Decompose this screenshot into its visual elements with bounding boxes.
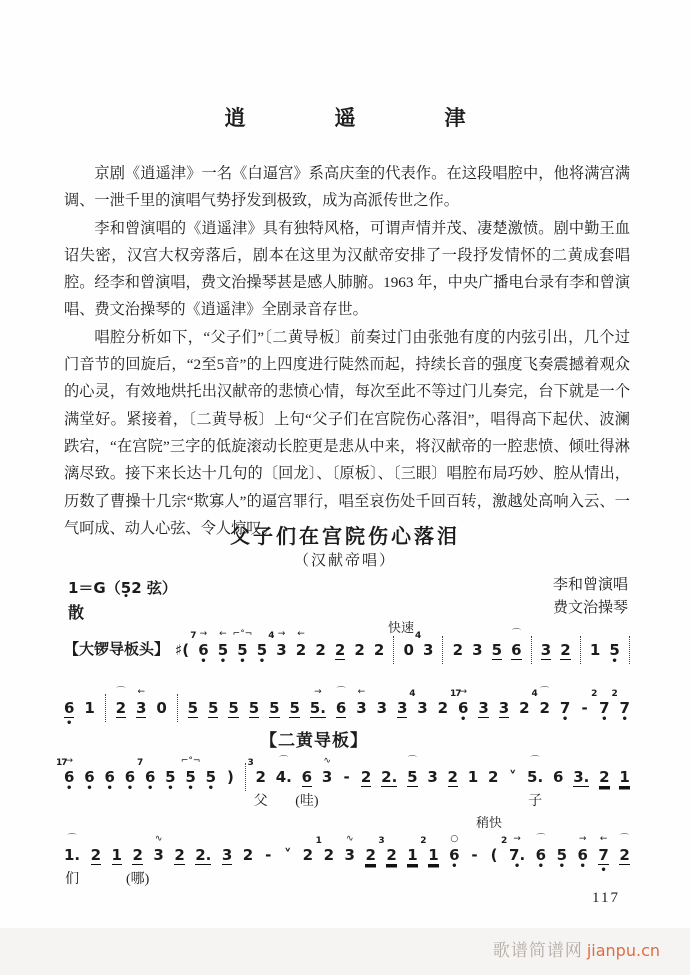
low-octave-dot: • (126, 783, 134, 794)
music-note: 1 (407, 846, 418, 864)
ornament-mark: ○ (450, 834, 459, 844)
music-note: 2 (437, 699, 449, 717)
key-suffix: 2 弦） (131, 579, 177, 597)
music-note: 6 • (64, 699, 75, 729)
music-note: 3. (573, 768, 590, 786)
music-note: 2 (447, 768, 458, 786)
music-note: 5 (228, 699, 239, 717)
low-octave-dot: • (239, 656, 246, 667)
grace-note: 4 (414, 631, 421, 641)
ornament-mark: → (314, 687, 322, 697)
music-note: 2 1 (315, 836, 335, 864)
grace-note: 7 (136, 758, 143, 768)
music-note: 3 (221, 846, 233, 864)
ornament-mark: ∿ (345, 834, 354, 844)
dotted-barline (245, 763, 246, 791)
song-title: 父子们在宫院伤心落泪 (230, 526, 460, 548)
music-note: 2 (365, 846, 376, 864)
music-note: 5 • (609, 641, 620, 667)
notation-row (56, 756, 630, 809)
music-line-4 (64, 834, 630, 887)
ornament-mark: ⌒ (536, 834, 546, 844)
ornament-mark: ⌒ (530, 756, 540, 766)
paragraph: 李和曾演唱的《逍遥津》具有独特风格，可谓声情并茂、凄楚激愤。剧中勤王血诏失密，汉宫大权旁落后，剧本在这里为汉献帝安排了一段抒发情怀的二黄成套唱腔。经李和曾演唱，费文治操琴甚是感人肺腑。1963 年，中央广播电台录有李和曾演唱、费文治操琴的《逍遥津》全剧录音存世。 (64, 219, 630, 319)
paragraph: 京剧《逍遥津》一名《白逼宫》系高庆奎的代表作。在这段唱腔中，他将满宫满调、一泄千里的演唱气势抒发到极致，成为高派传世之作。 (64, 165, 630, 210)
music-note: 6 7 • (136, 758, 156, 794)
notation-row (64, 834, 630, 887)
music-note: 2 (174, 846, 185, 864)
dotted-barline (177, 694, 178, 722)
music-note: 5 (491, 641, 503, 659)
song-subtitle: （汉献帝唱） (293, 553, 396, 569)
music-note: 3 ← (136, 687, 147, 717)
dotted-barline (629, 636, 630, 664)
music-note: 2 (452, 641, 463, 659)
low-octave-dot: • (537, 861, 545, 872)
dotted-barline (580, 636, 581, 664)
music-note: 5 ← • (217, 629, 229, 667)
music-note: 1 (467, 768, 479, 786)
music-symbol: ) (226, 768, 234, 786)
low-octave-dot: • (200, 656, 207, 667)
section-label-erhuang: 【二黄导板】 (260, 731, 368, 750)
music-note: 5 • (205, 768, 217, 794)
section-label-luogu: 【大锣导板头】 (64, 642, 170, 658)
watermark-site-name: 歌谱简谱网 (492, 941, 583, 960)
music-note: 3 4 (409, 689, 428, 717)
page-title: 逍 遥 津 (224, 106, 500, 130)
ornament-mark: ⌒ (407, 756, 417, 766)
ornament-mark: → (277, 629, 286, 639)
music-note: 1 (619, 768, 630, 786)
music-note: 6 7 → • (190, 629, 209, 667)
music-line-2 (64, 687, 630, 729)
lyric-syllable: (哇) (295, 794, 319, 809)
music-note: 2 3 (378, 836, 397, 864)
music-note: 5 (187, 699, 199, 717)
music-note: 3 4 (414, 631, 434, 659)
music-note: 6 • (104, 768, 115, 794)
low-octave-dot: • (207, 783, 215, 794)
ornament-mark: → (578, 834, 587, 844)
music-note: 5 ⌒ (407, 756, 418, 786)
tempo-fast-mark: 快速 (388, 620, 415, 635)
grace-note: 2 (611, 689, 617, 699)
music-note: 3 (427, 768, 438, 786)
music-note: 7. 2 → • (501, 834, 526, 872)
music-note: 7 2 • (611, 689, 630, 725)
low-octave-dot: • (66, 718, 73, 729)
performer-credit: 李和曾演唱 (552, 577, 628, 593)
accompanist-credit: 费文治操琴 (552, 600, 628, 616)
music-note: 7 • (559, 699, 571, 725)
key-signature (68, 577, 177, 598)
music-note: 1 (111, 846, 122, 864)
music-note: 2 (90, 846, 102, 864)
music-note: 2 (302, 846, 314, 864)
lyric-syllable: 父 (253, 794, 268, 809)
ornament-mark: ← (297, 629, 305, 639)
music-note: 1 (84, 699, 95, 717)
music-note: 3 (472, 641, 483, 659)
music-note: 5 • (556, 846, 567, 872)
ornament-mark: ← (357, 687, 366, 697)
music-note: 6 ○ • (449, 834, 460, 872)
music-symbol: - (343, 768, 350, 786)
lyric-syllable: 子 (528, 794, 543, 809)
low-octave-dot: • (258, 656, 266, 667)
low-octave-dot: • (86, 783, 93, 794)
music-note: 2 (519, 699, 530, 717)
low-octave-dot: • (187, 783, 194, 794)
music-note: 0 (403, 641, 414, 659)
music-note: 2 (488, 768, 499, 786)
music-note: 3 (396, 699, 408, 717)
music-note: 5 (289, 699, 300, 717)
music-note: 2 (242, 846, 254, 864)
grace-note: 1 (315, 836, 321, 846)
key-low-five: 5 • (121, 579, 131, 597)
music-note: 0 (156, 699, 167, 717)
credits (553, 574, 628, 620)
music-note: 5. ⌒ 子 (527, 756, 544, 809)
ornament-mark: → (513, 834, 521, 844)
music-note: 6 17 → • (450, 687, 469, 725)
ornament-mark: ∿ (154, 834, 163, 844)
music-symbol: - (265, 846, 272, 864)
grace-note: 2 (591, 689, 597, 699)
intro-paragraphs (64, 160, 630, 542)
ornament-mark: ← (137, 687, 145, 697)
grace-note: 7 (190, 631, 196, 641)
music-note: 2 4 ⌒ (531, 687, 550, 717)
music-symbol: - (581, 699, 588, 717)
music-note: 3 4 → (268, 629, 287, 659)
music-note: 6 17 → • (56, 756, 75, 794)
music-note: 3 (498, 699, 510, 717)
music-symbol: ♯( (175, 641, 190, 659)
notation-row (175, 629, 630, 667)
grace-note: 2 (420, 836, 426, 846)
grace-note: 17 (450, 689, 461, 699)
low-octave-dot: • (167, 783, 174, 794)
music-note: 3 (376, 699, 388, 717)
key-prefix: 1＝G（ (68, 579, 121, 597)
music-symbol: ( (490, 846, 498, 864)
dotted-barline (442, 636, 443, 664)
low-octave-dot: • (460, 714, 467, 725)
ornament-mark: ⌒ (279, 756, 289, 766)
music-line-3 (56, 756, 630, 809)
low-octave-dot: • (66, 783, 73, 794)
music-note: 2 ⌒ (619, 834, 630, 864)
music-note: 6 ⌒ • (535, 834, 547, 872)
music-note: 2. (195, 846, 212, 864)
music-note: 2 (354, 641, 365, 659)
music-note: 3 (478, 699, 489, 717)
music-note: 5 • (165, 768, 176, 794)
music-note: 3 ∿ (321, 756, 333, 786)
music-note: 3 ∿ (344, 834, 355, 864)
music-note: 3 ∿ (153, 834, 164, 864)
low-octave-dot: • (451, 861, 458, 872)
tempo-slightly-fast-mark: 稍快 (476, 815, 503, 830)
music-note: 2 (315, 641, 326, 659)
low-octave-dot: • (146, 783, 154, 794)
ornament-mark: → (199, 629, 208, 639)
music-note: 1 2 (420, 836, 439, 864)
low-octave-dot: • (561, 714, 569, 725)
low-octave-dot: • (219, 656, 227, 667)
music-note: 6 (哇) (295, 768, 319, 809)
grace-note: 17 (56, 758, 67, 768)
grace-note: 4 (268, 631, 274, 641)
grace-note: 4 (531, 689, 537, 699)
music-note: 4. ⌒ (275, 756, 292, 786)
ornament-mark: ⌒ (620, 834, 630, 844)
music-note: 6 (552, 768, 564, 786)
lyric-syllable: (哪) (126, 872, 150, 887)
ornament-mark: ← (599, 834, 608, 844)
low-octave-dot: • (621, 714, 628, 725)
music-note: 2 ← (295, 629, 307, 659)
music-note: 6 • (124, 768, 136, 794)
dotted-barline (105, 694, 106, 722)
music-note: 2 (334, 641, 346, 659)
grace-note: 2 (501, 836, 507, 846)
music-note: 2 (哪) (126, 846, 150, 887)
grace-note: 3 (247, 758, 253, 768)
music-note: 2 (599, 768, 610, 786)
music-symbol: ˅ (509, 768, 517, 786)
music-note: 3 ← (356, 687, 367, 717)
music-note: 6 → • (577, 834, 588, 872)
low-octave-dot: • (513, 861, 521, 872)
paragraph: 唱腔分析如下，“父子们”〔二黄导板〕前奏过门由张弛有度的内弦引出，几个过门音节的回旋后，“2至5音”的上四度进行陡然而起，持续长音的强度飞奏震撼着观众的心灵，有效地烘托出汉献帝的悲愤心情，每次至此不等过门儿奏完，台下就是一个满堂好。紧接着，〔二黄导板〕上句“父子们在宫院伤心落泪”，唱得高下起伏、波澜跌宕，“在宫院”三字的低旋滚动长腔更是悲从中来，将汉献帝的一腔悲愤、倾吐得淋漓尽致。接下来长达十几句的〔回龙〕、〔原板〕、〔三眼〕唱腔布局巧妙、腔从情出，历数了曹操十几宗“欺寡人”的逼宫罪行，唱至哀伤处千回百转，激越处高响入云、一气呵成、动人心弦、令人惊叹。 (64, 328, 630, 537)
ornament-mark: ⌒ (67, 834, 77, 844)
notation-row (64, 687, 630, 729)
ornament-mark: → (459, 687, 468, 697)
low-octave-dot: • (601, 714, 608, 725)
ornament-mark: ∿ (323, 756, 331, 766)
dotted-barline (393, 636, 394, 664)
ornament-mark: ⌒ (116, 687, 126, 697)
tempo-free-mark: 散 (68, 605, 85, 622)
ornament-mark: ⌒ (336, 687, 346, 697)
music-note: 2 ⌒ (115, 687, 127, 717)
ornament-mark: ⌐°¬ (232, 629, 253, 639)
music-note: 5 • (256, 641, 268, 667)
watermark-site-link[interactable]: jianpu.cn (586, 941, 660, 960)
music-note: 2 3 父 (247, 758, 268, 809)
music-note: 1. ⌒ 们 (64, 834, 81, 887)
lyric-syllable: 们 (65, 872, 80, 887)
music-note: 2. (381, 768, 398, 786)
dotted-barline (531, 636, 532, 664)
ornament-mark: ⌐°¬ (180, 756, 201, 766)
grace-note: 4 (409, 689, 415, 699)
music-note: 2 (560, 641, 571, 659)
low-octave-dot: • (611, 656, 618, 667)
music-note: 5 ⌐°¬ • (232, 629, 253, 667)
grace-note: 3 (378, 836, 384, 846)
music-note: 6 • (84, 768, 95, 794)
ornament-mark: → (65, 756, 73, 766)
music-note: 3 (540, 641, 552, 659)
music-note: 1 (589, 641, 601, 659)
music-symbol: - (471, 846, 478, 864)
music-note: 2 (373, 641, 385, 659)
music-note: 5 (248, 699, 260, 717)
music-note: 6 ⌒ (511, 629, 522, 659)
ornament-mark: ← (219, 629, 227, 639)
music-note: 5. → (309, 687, 326, 717)
music-symbol: ˅ (283, 846, 292, 864)
music-line-1 (64, 629, 630, 667)
watermark (493, 936, 660, 961)
music-note: 5 (208, 699, 219, 717)
music-note: 2 (360, 768, 372, 786)
low-octave-dot: • (579, 861, 586, 872)
music-note: 5 (269, 699, 280, 717)
music-note: 7 ← • (598, 834, 609, 876)
ornament-mark: ⌒ (540, 687, 550, 697)
music-note: 6 ⌒ (335, 687, 347, 717)
low-octave-dot: • (106, 783, 113, 794)
ornament-mark: ⌒ (511, 629, 521, 639)
page-number: 117 (592, 890, 620, 906)
music-note: 7 2 • (591, 689, 610, 725)
low-octave-dot: • (600, 865, 607, 876)
low-octave-dot: • (558, 861, 565, 872)
music-note: 5 ⌐°¬ • (180, 756, 201, 794)
